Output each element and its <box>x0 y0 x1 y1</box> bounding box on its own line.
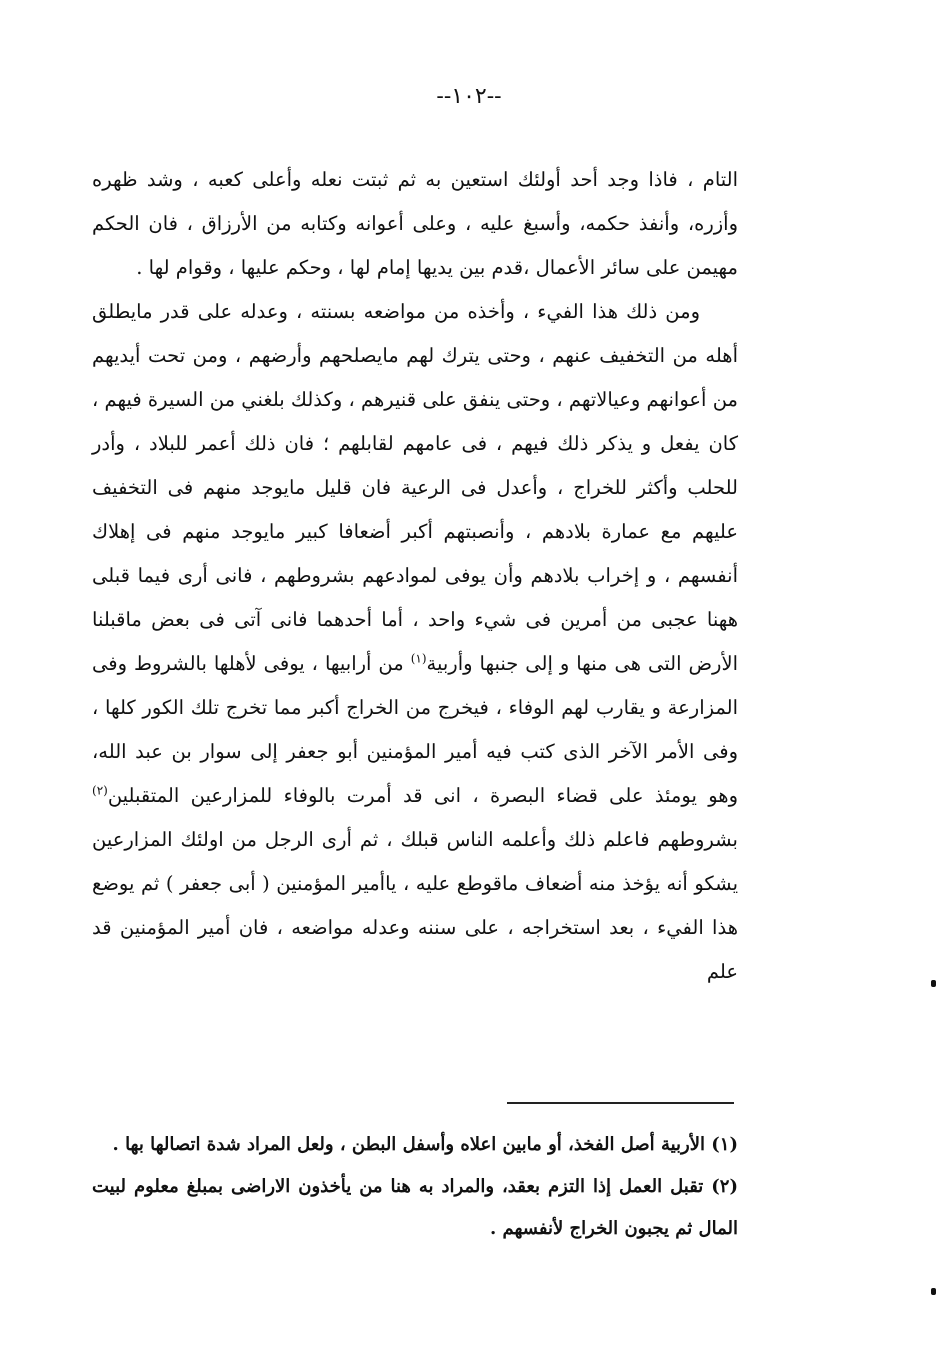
paragraph-2-part-3: بشروطهم فاعلم ذلك وأعلمه الناس قبلك ، ثم أرى الرجل من اولئك المزارعين يشكو أنه يؤخذ منه أضعاف ماقوطع عليه ، ياأمير المؤمنين ( أبى جعفر ) ثم يوضع هذا الفيء ، بعد استخراجه ، على سننه وعدله مواضعه ، فان أمير المؤمنين قد علم <box>92 828 738 983</box>
footnote-divider <box>507 1102 734 1104</box>
body-text <box>92 158 738 994</box>
footnote-ref-2: (٢) <box>92 783 108 798</box>
footnotes <box>92 1124 738 1250</box>
scan-speck <box>931 980 936 987</box>
footnote-1: (١) الأربية أصل الفخذ، أو مابين اعلاه وأسفل البطن ، ولعل المراد شدة اتصالها بها . <box>112 1134 738 1155</box>
paragraph-2-part-1: ومن ذلك هذا الفيء ، وأخذه من مواضعه بسنته ، وعدله على قدر مايطلق أهله من التخفيف عنهم ، وحتى يترك لهم مايصلحهم وأرضهم ، ومن تحت أيديهم من أعوانهم وعيالاتهم ، وحتى ينفق على قنيرهم ، وكذلك بلغني من السيرة فيهم ، كان يفعل و يذكر ذلك فيهم ، فى عامهم لقابلهم ؛ فان ذلك أعمر للبلاد ، وأدر للحلب وأكثر للخراج ، وأعدل فى الرعية فان قليل مايوجد منهم فى التخفيف عليهم مع عمارة بلادهم ، وأنصبتهم أكبر أضعافا كبير مايوجد منهم فى إهلاك أنفسهم ، و إخراب بلادهم وأن يوفى لموادعهم بشروطهم ، فانى أرى فيما قبلى ههنا عجبى من أمرين فى شيء واحد ، أما أحدهما فانى آتى فى بعض ماقبلنا الأرض التى هى منها و إلى جنبها وأربية <box>92 300 738 675</box>
footnote-ref-1: (١) <box>410 651 427 666</box>
page-number: --١٠٢-- <box>436 84 502 109</box>
paragraph-2 <box>92 290 738 994</box>
footnote-2: (٢) تقبل العمل إذا التزم بعقد، والمراد به هنا من يأخذون الاراضى بمبلغ معلوم لبيت المال ثم يجبون الخراج لأنفسهم . <box>92 1176 738 1239</box>
paragraph-1: التام ، فاذا وجد أحد أولئك استعين به ثم ثبتت نعله وأعلى كعبه ، وشد ظهره وأزره، وأنفذ حكمه، وأسبغ عليه ، وعلى أعوانه وكتابه من الأرزاق ، فان الحكم مهيمن على سائر الأعمال ،قدم بين يديها إمام لها ، وحكم عليها ، وقوام لها . <box>92 168 738 279</box>
scan-speck <box>931 1288 936 1295</box>
paragraph-2-part-2: من أرابيها ، يوفى لأهلها بالشروط وفى المزارعة و يقارب لهم الوفاء ، فيخرج من الخراج أكبر مما تخرج تلك الكور كلها ، وفى الأمر الآخر الذى كتب فيه أمير المؤمنين أبو جعفر إلى سوار بن عبد الله، وهو يومئذ على قضاء البصرة ، انى قد أمرت بالوفاء للمزارعين المتقبلين <box>92 652 738 807</box>
